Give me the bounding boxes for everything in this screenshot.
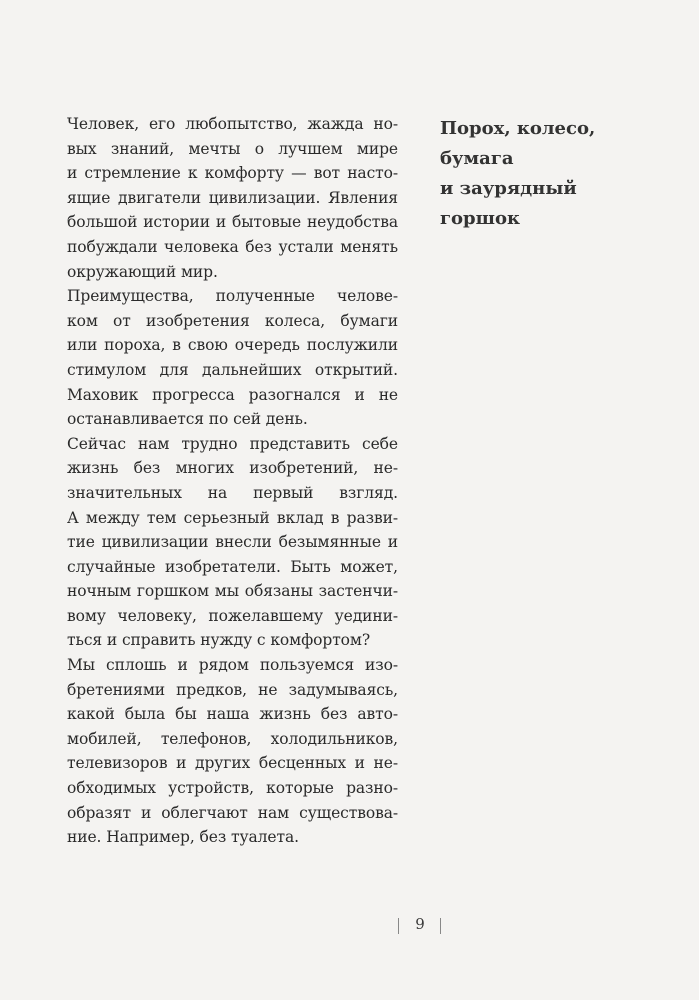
- text-line: тие цивилизации внесли безымянные и: [67, 533, 398, 552]
- text-line: обходимых устройств, которые разно-: [67, 779, 398, 798]
- text-line: Человек, его любопытство, жажда но-: [67, 115, 398, 133]
- text-line: Мы сплошь и рядом пользуемся изо-: [67, 656, 398, 675]
- paragraph: [67, 284, 398, 432]
- chapter-title: [440, 114, 660, 234]
- chapter-title-line: бумага: [440, 148, 514, 169]
- text-line: случайные изобретатели. Быть может,: [67, 557, 398, 576]
- text-line: окружающий мир.: [67, 262, 218, 281]
- chapter-title-line: Порох, колесо,: [440, 118, 596, 139]
- paragraph: [67, 432, 398, 653]
- text-line: или пороха, в свою очередь послужили: [67, 336, 398, 355]
- text-line: ночным горшком мы обязаны застенчи-: [67, 582, 398, 601]
- text-line: Маховик прогресса разогнался и не: [67, 385, 398, 404]
- text-line: ящие двигатели цивилизации. Явления: [67, 188, 398, 207]
- chapter-title-line: горшок: [440, 208, 520, 229]
- text-line: телевизоров и других бесценных и не-: [67, 754, 398, 773]
- text-line: образят и облегчают нам существова-: [67, 803, 398, 822]
- page-number: 9: [415, 915, 425, 933]
- body-text: [67, 112, 398, 850]
- text-line: большой истории и бытовые неудобства: [67, 213, 398, 232]
- text-line: Преимущества, полученные челове-: [67, 287, 398, 306]
- folio-divider: [398, 918, 399, 934]
- text-line: и стремление к комфорту — вот насто-: [67, 164, 398, 183]
- text-line: ком от изобретения колеса, бумаги: [67, 311, 398, 330]
- text-line: мобилей, телефонов, холодильников,: [67, 729, 398, 748]
- text-line: ние. Например, без туалета.: [67, 828, 299, 847]
- text-line: А между тем серьезный вклад в разви-: [67, 508, 398, 527]
- text-line: останавливается по сей день.: [67, 410, 308, 429]
- text-line: Сейчас нам трудно представить себе: [67, 434, 398, 453]
- text-line: вому человеку, пожелавшему уедини-: [67, 606, 398, 625]
- page-number-folio: [388, 914, 458, 938]
- text-line: значительных на первый взгляд.: [67, 483, 398, 502]
- text-line: побуждали человека без устали менять: [67, 237, 398, 256]
- chapter-title-line: и заурядный: [440, 178, 577, 199]
- text-line: какой была бы наша жизнь без авто-: [67, 705, 398, 724]
- folio-divider: [440, 918, 441, 934]
- text-line: стимулом для дальнейших открытий.: [67, 360, 398, 379]
- text-line: жизнь без многих изобретений, не-: [67, 459, 398, 478]
- text-line: ться и справить нужду с комфортом?: [67, 631, 371, 650]
- text-line: вых знаний, мечты о лучшем мире: [67, 139, 398, 158]
- paragraph: [67, 112, 398, 284]
- paragraph: [67, 653, 398, 850]
- text-line: бретениями предков, не задумываясь,: [67, 680, 398, 699]
